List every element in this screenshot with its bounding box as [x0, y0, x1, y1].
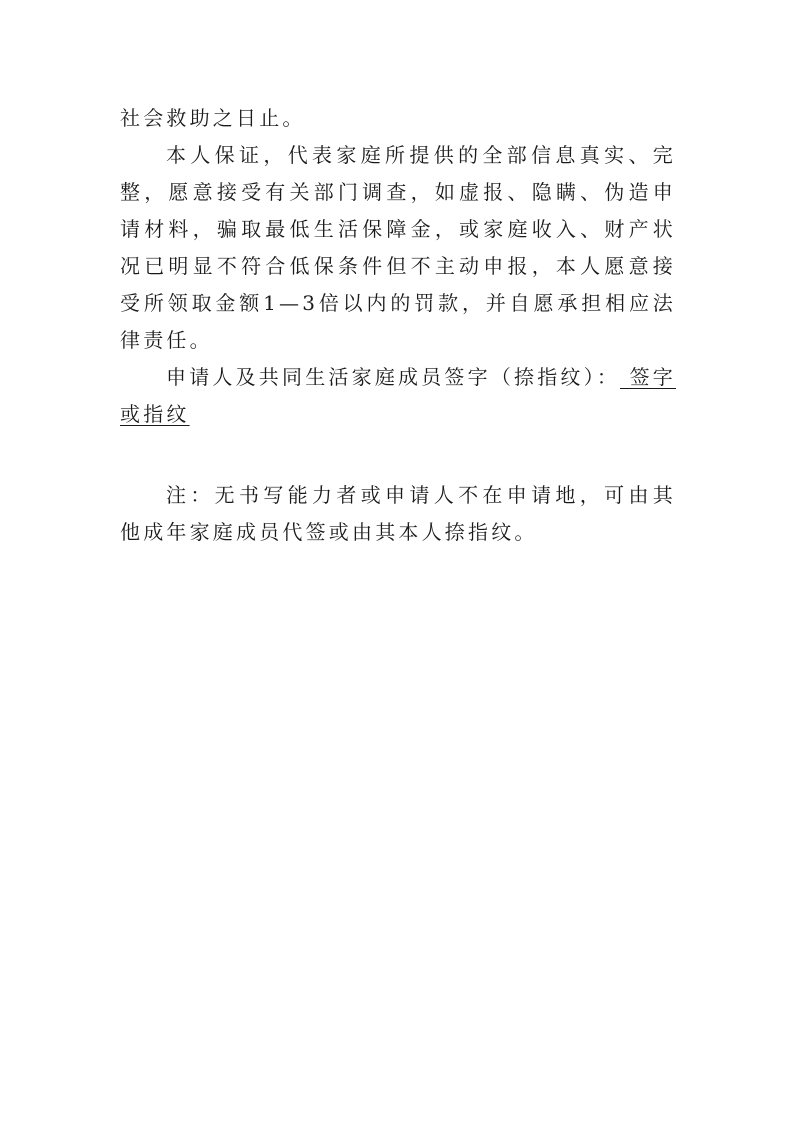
note-text: 注：无书写能力者或申请人不在申请地，可由其他成年家庭成员代签或由其本人捺指纹。 — [120, 483, 676, 544]
signature-field: 签字或指纹 — [120, 365, 676, 426]
signature-line — [120, 359, 676, 433]
pledge-paragraph: 本人保证，代表家庭所提供的全部信息真实、完整，愿意接受有关部门调查，如虚报、隐瞒、伪造申请材料，骗取最低生活保障金，或家庭收入、财产状况已明显不符合低保条件但不主动申报，本人愿意接受所领取金额1—3倍以内的罚款，并自愿承担相应法律责任。 — [120, 143, 676, 352]
continuation-line: 社会救助之日止。 — [120, 106, 306, 130]
declaration-body — [120, 100, 676, 433]
signature-label: 申请人及共同生活家庭成员签字（捺指纹）： — [166, 365, 621, 389]
note-block — [120, 477, 676, 551]
